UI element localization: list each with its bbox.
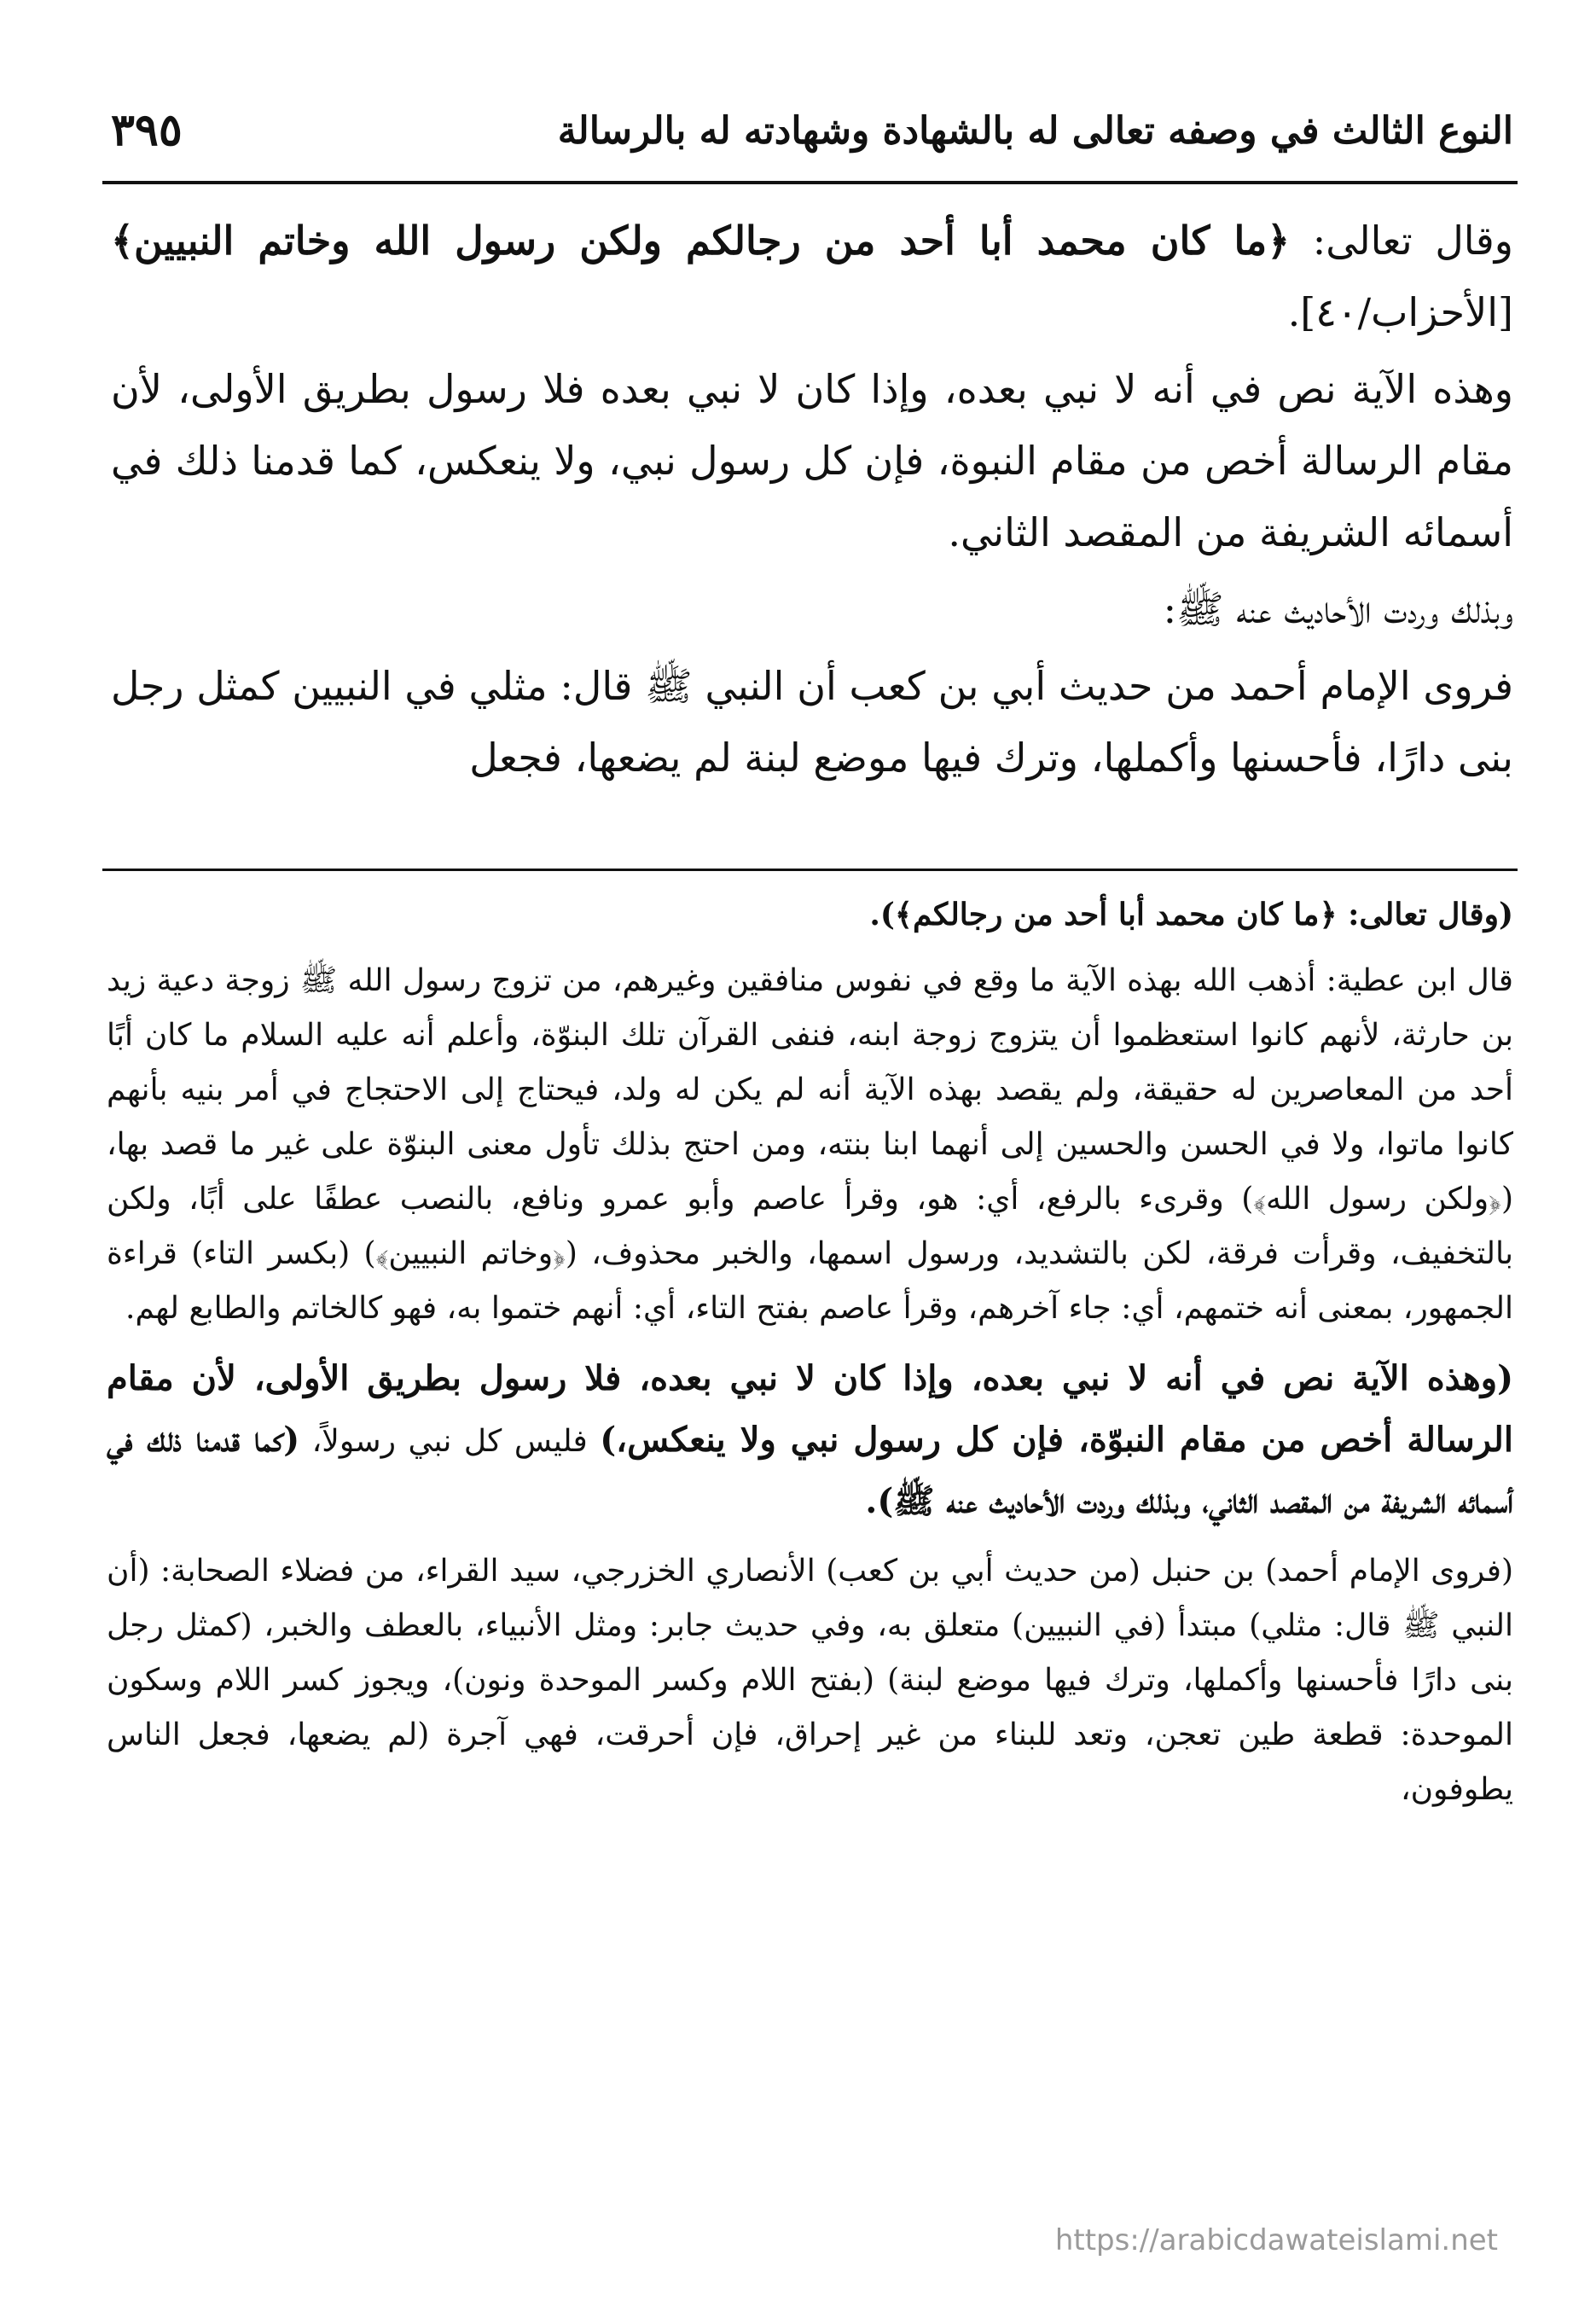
main-paragraph-4: فروى الإمام أحمد من حديث أبي بن كعب أن النبي ﷺ قال: مثلي في النبيين كمثل رجل بنى دارًا، فأحسنها وأكملها، وترك فيها موضع لبنة لم يضعها، فجعل [111, 663, 1513, 781]
commentary-paragraph-3 [107, 1348, 1513, 1532]
page-header [102, 101, 1513, 169]
main-paragraph-2: وهذه الآية نص في أنه لا نبي بعده، وإذا كان لا نبي بعده فلا رسول بطريق الأولى، لأن مقام الرسالة أخص من مقام النبوة، فإن كل رسول نبي، ولا ينعكس، كما قدمنا ذلك في أسمائه الشريفة من المقصد الثاني. [111, 366, 1513, 555]
header-rule [102, 181, 1518, 184]
commentary-paragraph-1: (وقال تعالى: ﴿ما كان محمد أبا أحد من رجالكم﴾). [869, 897, 1513, 933]
verse-reference: [الأحزاب/٤٠]. [1287, 289, 1513, 335]
commentary-paragraph-2: قال ابن عطية: أذهب الله بهذه الآية ما وقع في نفوس منافقين وغيرهم، من تزوج رسول الله ﷺ زوجة دعية زيد بن حارثة، لأنهم كانوا استعظموا أن يتزوج زوجة ابنه، فنفى القرآن تلك البنوّة، وأعلم أنه عليه السلام ما كان أبًا أحد من المعاصرين له حقيقة، ولم يقصد بهذه الآية أنه لم يكن له ولد، فيحتاج إلى الاحتجاج في أمر بنيه بأنهم كانوا ماتوا، ولا في الحسن والحسين إلى أنهما ابنا بنته، ومن احتج بذلك تأول معنى البنوّة على غير ما قصد بها، (﴿ولكن رسول الله﴾) وقرىء بالرفع، أي: هو، وقرأ عاصم وأبو عمرو ونافع، بالنصب عطفًا على أبًا، ولكن بالتخفيف، وقرأت فرقة، لكن بالتشديد، ورسول اسمها، والخبر محذوف، (﴿وخاتم النبيين﴾) (بكسر التاء) قراءة الجمهور، بمعنى أنه ختمهم، أي: جاء آخرهم، وقرأ عاصم بفتح التاء، أي: أنهم ختموا به، فهو كالخاتم والطابع لهم. [107, 963, 1514, 1326]
main-p1-intro: وقال تعالى: [1290, 218, 1513, 264]
running-title: النوع الثالث في وصفه تعالى له بالشهادة وشهادته له بالرسالة [557, 109, 1513, 153]
commentary-p3-plain: فليس كل نبي رسولاً، [299, 1424, 601, 1459]
main-paragraph-1 [111, 205, 1513, 348]
commentary-paragraph-4: (فروى الإمام أحمد) بن حنبل (من حديث أبي بن كعب) الأنصاري الخزرجي، سيد القراء، من فضلاء الصحابة: (أن النبي ﷺ قال: مثلي) مبتدأ (في النبيين) متعلق به، وفي حديث جابر: ومثل الأنبياء، بالعطف والخبر، (كمثل رجل بنى دارًا فأحسنها وأكملها، وترك فيها موضع لبنة) (بفتح اللام وكسر الموحدة ونون)، ويجوز كسر اللام وسكون الموحدة: قطعة طين تعجن، وتعد للبناء من غير إحراق، فإن أحرقت، فهي آجرة (لم يضعها، فجعل الناس يطوفون، [107, 1554, 1513, 1807]
commentary-p3-bold-a: (وهذه الآية نص في أنه لا نبي بعده، وإذا كان لا نبي بعده، فلا رسول بطريق الأولى، لأن مقام الرسالة أخص من مقام النبوّة، فإن كل رسول نبي ولا ينعكس،) [107, 1358, 1513, 1460]
page-number: ٣٩٥ [111, 104, 183, 156]
quran-verse: ﴿ما كان محمد أبا أحد من رجالكم ولكن رسول الله وخاتم النبيين﴾ [111, 218, 1291, 264]
commentary-p3-bold-b: (كما قدمنا ذلك في أسمائه الشريفة من المقصد الثاني، وبذلك وردت الأحاديث عنه ﷺ). [107, 1420, 1513, 1521]
commentary-separator [102, 869, 1518, 871]
main-paragraph-3: وبذلك وردت الأحاديث عنه ﷺ: [1163, 586, 1513, 632]
main-text [111, 205, 1513, 799]
watermark-url: https://arabicdawateislami.net [1054, 2223, 1498, 2257]
commentary-text [107, 887, 1513, 1829]
